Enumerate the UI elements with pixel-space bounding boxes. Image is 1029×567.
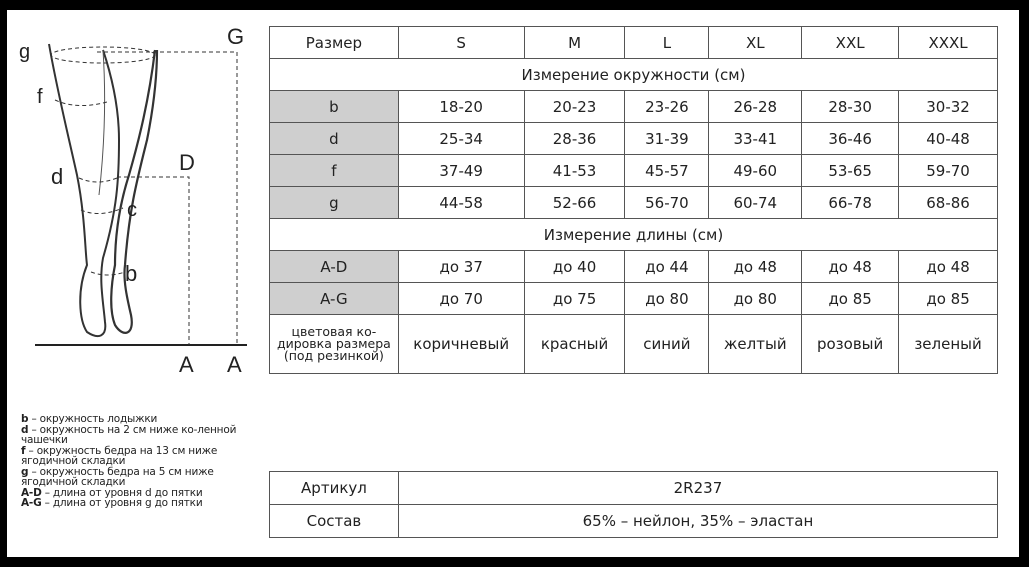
table-cell: 40-48 — [899, 123, 998, 155]
size-XXL: XXL — [802, 27, 899, 59]
table-cell: до 48 — [899, 251, 998, 283]
table-cell: 18-20 — [398, 91, 524, 123]
composition-value: 65% – нейлон, 35% – эластан — [398, 505, 997, 538]
row-label: A-D — [270, 251, 399, 283]
section-row — [270, 219, 998, 251]
table-cell: до 80 — [625, 283, 709, 315]
table-cell: 36-46 — [802, 123, 899, 155]
article-label: Артикул — [270, 472, 399, 505]
table-cell: 60-74 — [709, 187, 802, 219]
page — [7, 10, 1019, 557]
table-cell: 28-30 — [802, 91, 899, 123]
table-cell: до 40 — [524, 251, 625, 283]
color-cell: розовый — [802, 315, 899, 374]
table-cell: до 44 — [625, 251, 709, 283]
product-info-table — [269, 471, 998, 538]
color-cell: красный — [524, 315, 625, 374]
table-cell: до 75 — [524, 283, 625, 315]
label-f: f — [37, 86, 43, 108]
table-cell: 31-39 — [625, 123, 709, 155]
table-header-row — [270, 27, 998, 59]
legend-item: A-G – длина от уровня g до пятки — [21, 497, 203, 509]
label-d: d — [51, 164, 64, 189]
table-cell: до 48 — [802, 251, 899, 283]
label-c: c — [127, 199, 137, 221]
label-A-left: A — [179, 352, 194, 377]
label-g: g — [19, 41, 31, 63]
table-cell: 25-34 — [398, 123, 524, 155]
legend-item: g – окружность бедра на 5 см ниже ягодичной складки — [21, 465, 214, 488]
length-header: Измерение длины (см) — [270, 219, 998, 251]
color-code-label: цветовая ко-дировка размера (под резинкой) — [270, 315, 399, 374]
article-value: 2R237 — [398, 472, 997, 505]
table-row — [270, 505, 998, 538]
size-S: S — [398, 27, 524, 59]
size-XL: XL — [709, 27, 802, 59]
legs-illustration — [7, 10, 267, 400]
legend-item: A-D – длина от уровня d до пятки — [21, 486, 203, 499]
table-cell: до 70 — [398, 283, 524, 315]
table-cell: до 85 — [802, 283, 899, 315]
size-M: M — [524, 27, 625, 59]
color-cell: желтый — [709, 315, 802, 374]
table-row — [270, 187, 998, 219]
table-cell: 26-28 — [709, 91, 802, 123]
size-chart-table — [269, 26, 998, 374]
row-label: g — [270, 187, 399, 219]
table-row — [270, 472, 998, 505]
table-cell: 53-65 — [802, 155, 899, 187]
row-label: b — [270, 91, 399, 123]
table-cell: 33-41 — [709, 123, 802, 155]
table-row — [270, 315, 998, 374]
table-cell: 66-78 — [802, 187, 899, 219]
table-cell: до 80 — [709, 283, 802, 315]
table-row — [270, 283, 998, 315]
table-row — [270, 123, 998, 155]
legend-item: b – окружность лодыжки — [21, 413, 158, 425]
legend-item: d – окружность на 2 см ниже ко-ленной чашечки — [21, 423, 237, 446]
table-cell: 41-53 — [524, 155, 625, 187]
table-cell: 23-26 — [625, 91, 709, 123]
size-XXXL: XXXL — [899, 27, 998, 59]
row-label: d — [270, 123, 399, 155]
table-row — [270, 251, 998, 283]
table-cell: 56-70 — [625, 187, 709, 219]
label-b: b — [125, 261, 138, 286]
table-cell: 30-32 — [899, 91, 998, 123]
size-L: L — [625, 27, 709, 59]
table-cell: 52-66 — [524, 187, 625, 219]
row-label: f — [270, 155, 399, 187]
table-cell: 45-57 — [625, 155, 709, 187]
measurement-legend — [21, 414, 271, 509]
header-size: Размер — [270, 27, 399, 59]
table-cell: до 37 — [398, 251, 524, 283]
table-row — [270, 91, 998, 123]
table-cell: до 48 — [709, 251, 802, 283]
table-cell: 44-58 — [398, 187, 524, 219]
table-cell: 20-23 — [524, 91, 625, 123]
color-cell: коричневый — [398, 315, 524, 374]
table-cell: до 85 — [899, 283, 998, 315]
table-cell: 37-49 — [398, 155, 524, 187]
section-row — [270, 59, 998, 91]
legend-item: f – окружность бедра на 13 см ниже ягодичной складки — [21, 444, 218, 467]
row-label: A-G — [270, 283, 399, 315]
table-cell: 59-70 — [899, 155, 998, 187]
table-cell: 49-60 — [709, 155, 802, 187]
circumference-header: Измерение окружности (см) — [270, 59, 998, 91]
color-cell: синий — [625, 315, 709, 374]
composition-label: Состав — [270, 505, 399, 538]
leg-measurement-diagram — [7, 10, 267, 400]
table-cell: 68-86 — [899, 187, 998, 219]
label-D: D — [179, 150, 195, 175]
label-G: G — [227, 24, 245, 49]
table-row — [270, 155, 998, 187]
label-A-right: A — [227, 352, 242, 377]
color-cell: зеленый — [899, 315, 998, 374]
table-cell: 28-36 — [524, 123, 625, 155]
